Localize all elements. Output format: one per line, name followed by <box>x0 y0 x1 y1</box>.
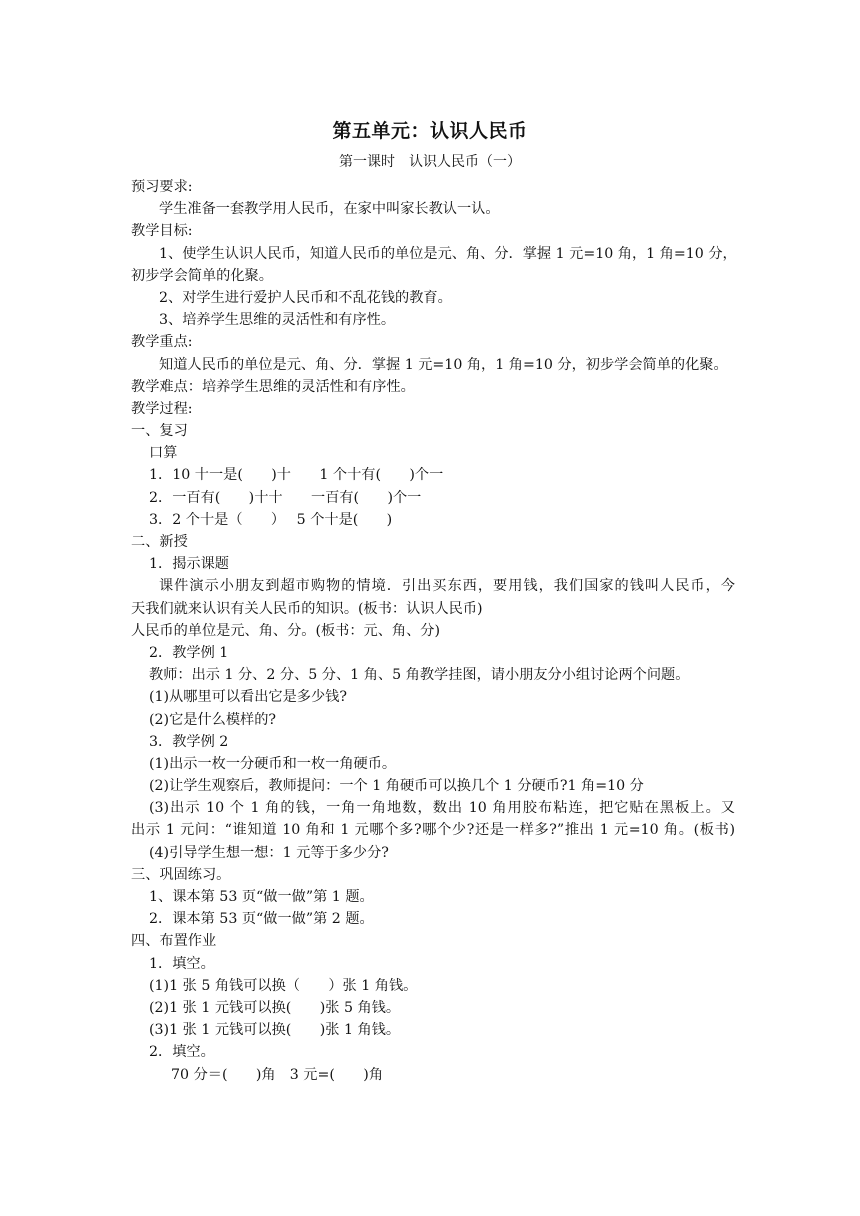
paragraph-line: 2、对学生进行爱护人民币和不乱花钱的教育。 <box>159 289 452 306</box>
paragraph-line: 学生准备一套教学用人民币，在家中叫家长教认一认。 <box>159 201 500 218</box>
exercise-line: (1)1 张 5 角钱可以换（ ）张 1 角钱。 <box>149 977 418 994</box>
exercise-line: (3)1 张 1 元钱可以换( )张 1 角钱。 <box>149 1022 401 1039</box>
paragraph-line: 1、使学生认识人民币，知道人民币的单位是元、角、分．掌握 1 元=10 角，1 角=10 分， <box>159 245 737 262</box>
paragraph-line: 1．填空。 <box>149 955 215 972</box>
section-heading: 三、巩固练习。 <box>131 866 231 883</box>
paragraph-line: 1．揭示课题 <box>149 556 229 573</box>
paragraph-line: (2)它是什么模样的? <box>149 711 277 728</box>
exercise-line: 2．一百有( )十十 一百有( )个一 <box>149 489 422 506</box>
paragraph-line: 天我们就来认识有关人民币的知识。(板书：认识人民币) <box>131 600 483 617</box>
heading-preview-requirements: 预习要求: <box>131 179 193 195</box>
paragraph-line: (1)从哪里可以看出它是多少钱? <box>149 689 347 706</box>
paragraph-line: 1、课本第 53 页“做一做”第 1 题。 <box>149 889 374 905</box>
exercise-line: 70 分＝( )角 3 元=( )角 <box>171 1066 384 1083</box>
exercise-line: (2)1 张 1 元钱可以换( )张 5 角钱。 <box>149 999 401 1016</box>
paragraph-line: 2．课本第 53 页“做一做”第 2 题。 <box>149 911 374 928</box>
heading-key-points: 教学重点: <box>131 334 193 351</box>
paragraph-line: 人民币的单位是元、角、分。(板书：元、角、分) <box>131 622 441 639</box>
paragraph-line: 出示 1 元问：“谁知道 10 角和 1 元哪个多?哪个少?还是一样多?”推出 1 元=10 角。(板书) <box>131 822 735 839</box>
paragraph-line: 初步学会简单的化聚。 <box>131 267 273 284</box>
document-body <box>131 176 735 1086</box>
heading-teaching-process: 教学过程: <box>131 400 193 417</box>
section-heading: 一、复习 <box>131 423 188 440</box>
paragraph-line: 2．填空。 <box>149 1044 215 1061</box>
paragraph-line: (4)引导学生想一想：1 元等于多少分? <box>149 844 389 861</box>
document-subtitle: 第一课时 认识人民币（一） <box>339 154 521 170</box>
paragraph-line: 知道人民币的单位是元、角、分．掌握 1 元=10 角，1 角=10 分，初步学会简单的化聚。 <box>159 356 728 373</box>
heading-difficulties: 教学难点：培养学生思维的灵活性和有序性。 <box>131 378 415 395</box>
section-heading: 二、新授 <box>131 534 188 550</box>
paragraph-line: 口算 <box>149 445 178 462</box>
paragraph-line: (3)出示 10 个 1 角的钱，一角一角地数，数出 10 角用胶布粘连，把它贴在黑板上。又 <box>149 800 735 817</box>
heading-teaching-goals: 教学目标: <box>131 223 193 240</box>
exercise-line: 3．2 个十是（ ） 5 个十是( ) <box>149 511 393 528</box>
paragraph-line: 2．教学例 1 <box>149 644 229 661</box>
paragraph-line: 3、培养学生思维的灵活性和有序性。 <box>159 312 396 329</box>
exercise-line: 1．10 十一是( )十 1 个十有( )个一 <box>149 467 444 484</box>
section-heading: 四、布置作业 <box>131 933 217 950</box>
paragraph-line: 课件演示小朋友到超市购物的情境．引出买东西，要用钱，我们国家的钱叫人民币，今 <box>159 578 735 595</box>
document-title: 第五单元：认识人民币 <box>332 120 528 142</box>
paragraph-line: 3．教学例 2 <box>149 733 229 750</box>
paragraph-line: 教师：出示 1 分、2 分、5 分、1 角、5 角教学挂图，请小朋友分小组讨论两个问题。 <box>149 667 690 684</box>
paragraph-line: (1)出示一枚一分硬币和一枚一角硬币。 <box>149 755 397 772</box>
paragraph-line: (2)让学生观察后，教师提问：一个 1 角硬币可以换几个 1 分硬币?1 角=10 分 <box>149 778 644 795</box>
